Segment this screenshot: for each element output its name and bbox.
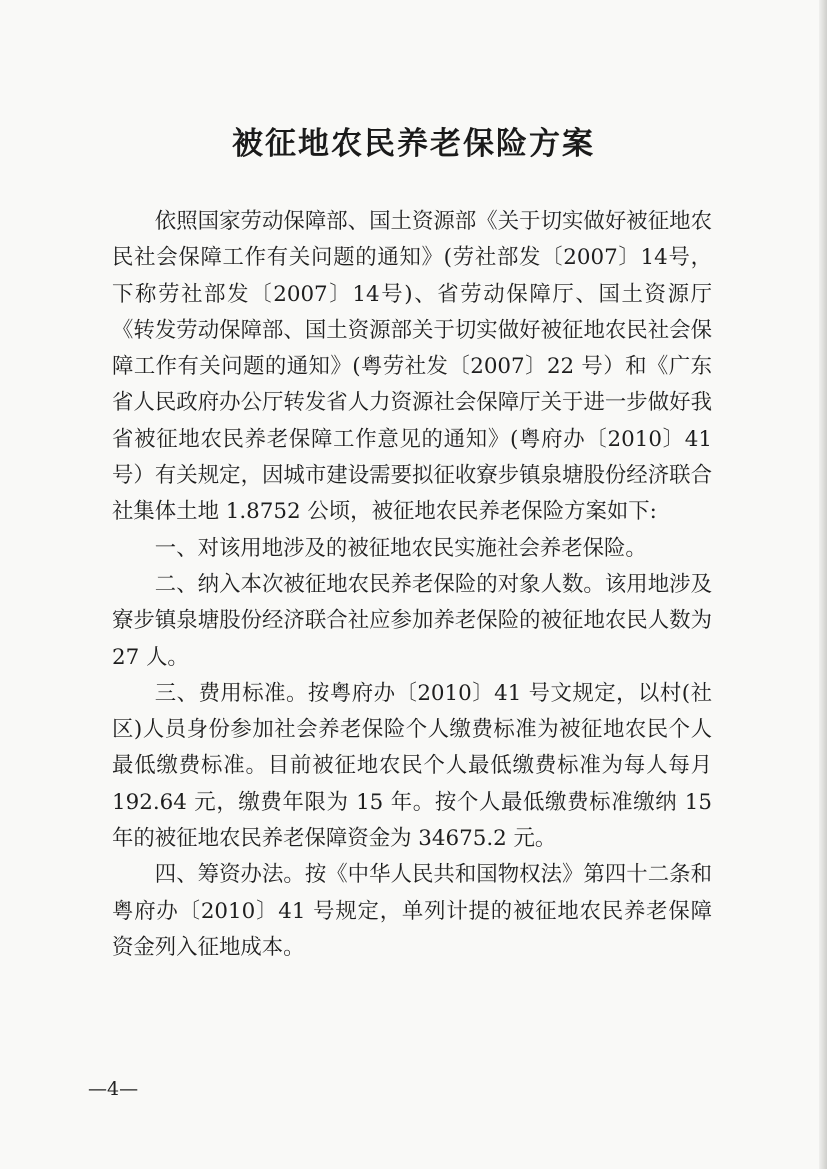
document-title: 被征地农民养老保险方案	[232, 126, 595, 162]
paragraph-item-3: 三、费用标准。按粤府办〔2010〕41 号文规定，以村(社区)人员身份参加社会养老保险个人缴费标准为被征地农民个人最低缴费标准。目前被征地农民个人最低缴费标准为每人每月 192.64 元，缴费年限为 15 年。按个人最低缴费标准缴纳 15年的被征地农民养老保障资金为 34675.2 元。	[112, 680, 712, 852]
paragraph-intro: 依照国家劳动保障部、国土资源部《关于切实做好被征地农民社会保障工作有关问题的通知》(劳社部发〔2007〕14号，下称劳社部发〔2007〕14号)、省劳动保障厅、国土资源厅《转发劳动保障部、国土资源部关于切实做好被征地农民社会保障工作有关问题的通知》(粤劳社发〔2007〕22 号）和《广东省人民政府办公厅转发省人力资源社会保障厅关于进一步做好我省被征地农民养老保障工作意见的通知》(粤府办〔2010〕41号）有关规定，因城市建设需要拟征收寮步镇泉塘股份经济联合社集体土地 1.8752 公顷，被征地农民养老保险方案如下:	[112, 209, 712, 525]
paragraph-item-2: 二、纳入本次被征地农民养老保险的对象人数。该用地涉及寮步镇泉塘股份经济联合社应参加养老保险的被征地农民人数为 27 人。	[112, 571, 712, 670]
page-edge-shadow	[819, 0, 827, 1169]
document-body	[112, 204, 712, 966]
paragraph-item-4: 四、筹资办法。按《中华人民共和国物权法》第四十二条和粤府办〔2010〕41 号规定，单列计提的被征地农民养老保障资金列入征地成本。	[112, 862, 712, 960]
page-number: —4—	[88, 1078, 139, 1100]
paragraph-item-1: 一、对该用地涉及的被征地农民实施社会养老保险。	[154, 535, 647, 561]
